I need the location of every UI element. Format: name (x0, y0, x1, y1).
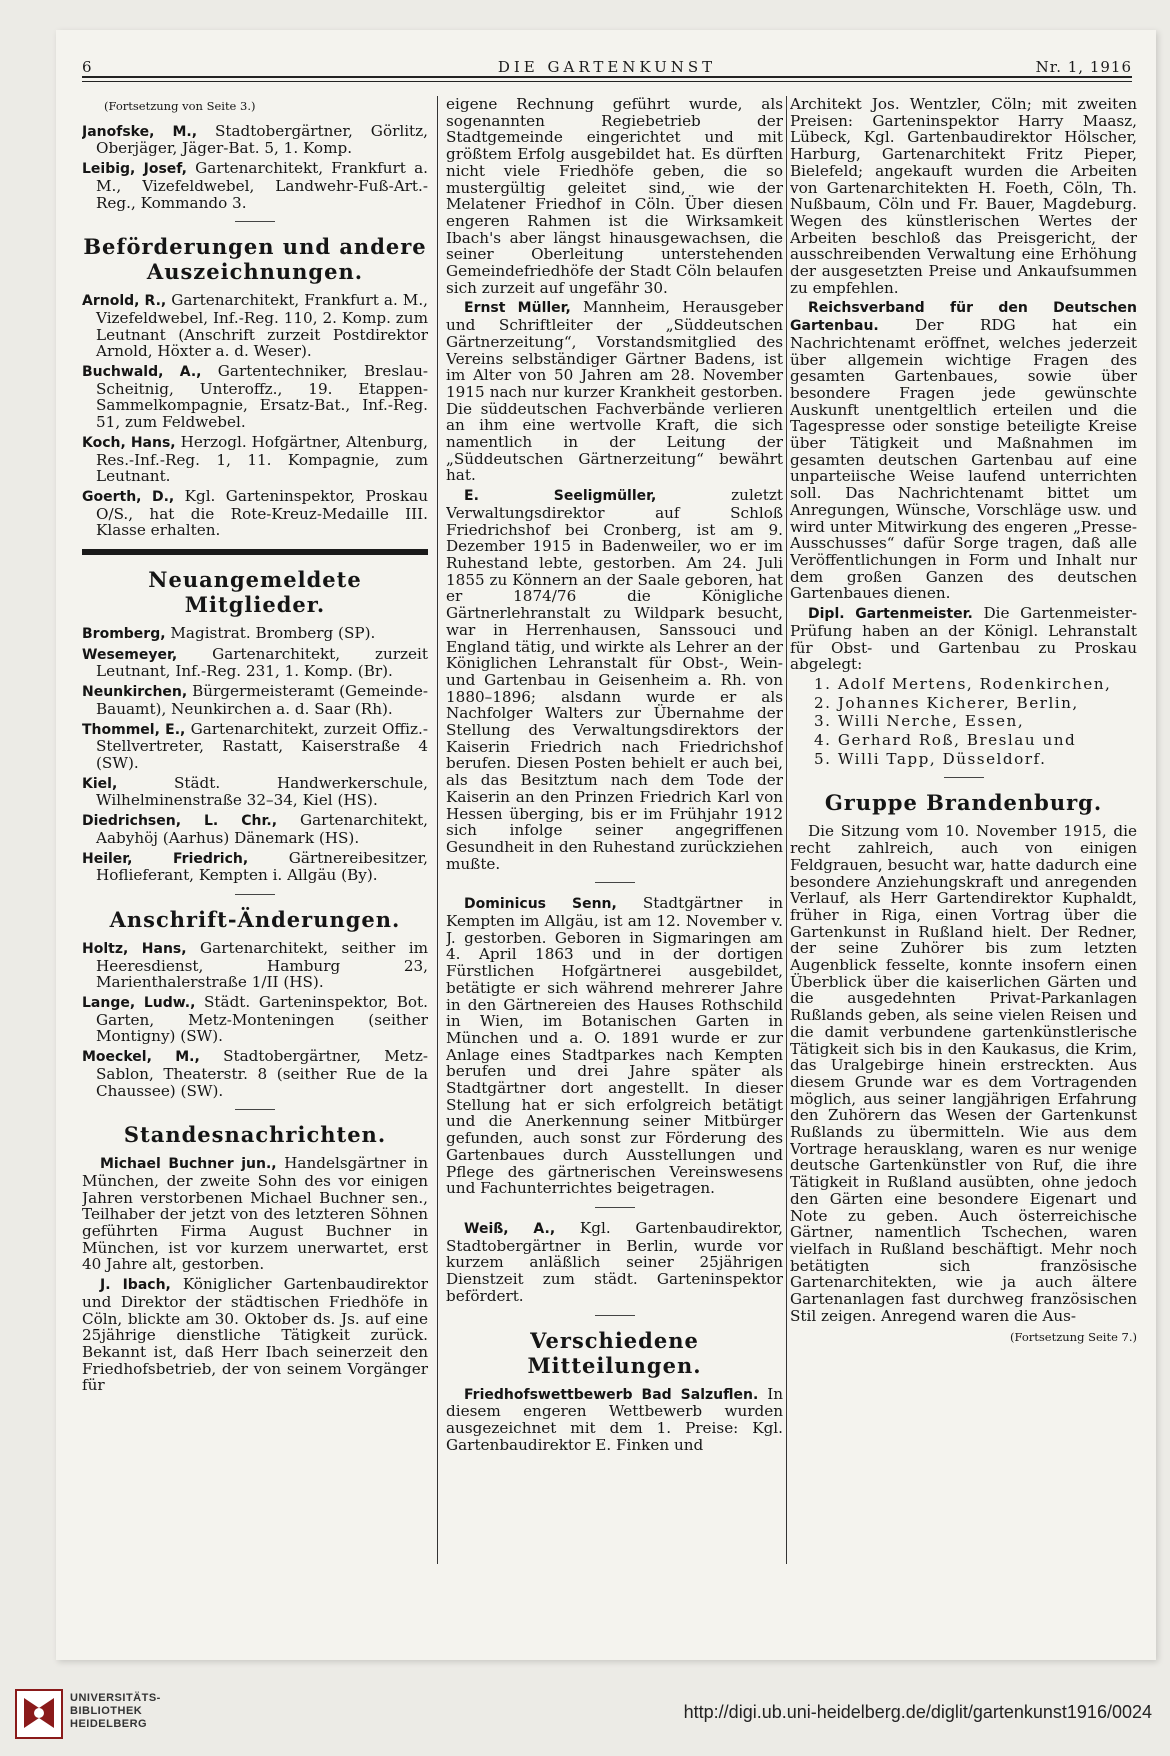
paragraph-weiss (446, 1220, 783, 1305)
heading-gruppe-brandenburg: Gruppe Brandenburg. (824, 790, 1103, 816)
paragraph-ibach-continued: eigene Rechnung geführt wurde, als sogenannten Regiebetrieb der Stadtgemeinde eingerichtet und mit größtem Erfolg ausgebildet hat. Es dürften nicht viele Friedhöfe geben, die so mustergültig geleitet sind, wie der Melatener Friedhof in Cöln. Über diesen engeren Rahmen ist die Wirksamkeit Ibach's aber längst hinausgewachsen, die seiner Oberleitung unterstehenden Gemeindefriedhöfe der Stadt Cöln belaufen sich zurzeit auf ungefähr 30. (446, 96, 783, 297)
digitization-footer (0, 1676, 1170, 1756)
entry-text: Städt. Garteninspektor, Bot. Garten, Metz-Monteningen (seither Montigny) (SW). (96, 993, 428, 1046)
continued-note: (Fortsetzung von Seite 3.) (104, 99, 256, 113)
separator (235, 221, 275, 222)
entry-text: Magistrat. Bromberg (SP). (165, 624, 376, 643)
heading-promotions: Beförderungen und andere Auszeichnungen. (83, 234, 427, 285)
entry-name: Buchwald, A., (82, 364, 202, 381)
graduate-item: 3. Willi Nerche, Essen, (814, 712, 1025, 731)
entry-name: Neunkirchen, (82, 684, 188, 701)
separator (235, 894, 275, 895)
paragraph-seeligmueller (446, 487, 783, 872)
column-divider-left (437, 96, 438, 1564)
graduate-item: 2. Johannes Kicherer, Berlin, (814, 693, 1079, 712)
entry-text: Die Gartenmeister-Prüfung haben an der Königl. Lehranstalt für Obst- und Gartenbau zu Proskau abgelegt: (790, 604, 1137, 674)
entry-holtz (82, 940, 428, 991)
paragraph-ibach (82, 1276, 428, 1394)
entry-text: Königlicher Gartenbaudirektor und Direktor der städtischen Friedhöfe in Cöln, blickte am 30. Oktober ds. Js. auf eine 25jährige dienstliche Tätigkeit zurück. Bekannt ist, daß Herr Ibach seinerzeit den Friedhofsbetrieb, der von seinem Vorgänger für (82, 1275, 428, 1395)
heading-address-changes: Anschrift-Änderungen. (109, 906, 401, 932)
entry-neunkirchen (82, 683, 428, 717)
entry-text: Stadtgärtner in Kempten im Allgäu, ist am 12. November v. J. gestorben. Geboren in Sigmaringen am 4. April 1863 und in der dortigen Fürstlichen Hofgärtnerei ausgebildet, betätigte er sich während mehrerer Jahre in den Gärtnereien des Hauses Rothschild in Wien, im Botanischen Garten in München und a. O. 1891 wurde er zur Anlage eines Stadtparkes nach Kempten berufen und drei Jahre später als Stadtgärtner dort angestellt. In dieser Stellung hat er sich erfolgreich betätigt und die Anerkennung seiner Mitbürger gefunden, auch sonst zur Förderung des Gartenbaues durch Ausstellungen und Pflege des gärtnerischen Vereinswesens und Fachunterrichtes beigetragen. (446, 894, 783, 1198)
graduate-item: 1. Adolf Mertens, Rodenkirchen, (814, 674, 1112, 693)
separator (595, 1315, 635, 1316)
separator (235, 1109, 275, 1110)
column-left (82, 96, 428, 1566)
entry-koch (82, 434, 428, 485)
entry-text: Handelsgärtner in München, der zweite Sohn des vor einigen Jahren verstorbenen Michael Buchner sen., Teilhaber der jetzt von des letzteren Söhnen geführten Firma August Buchner in München, ist vor kurzem unerwartet, erst 40 Jahre alt, gestorben. (82, 1154, 428, 1274)
entry-name: Arnold, R., (82, 293, 167, 310)
graduate-item: 4. Gerhard Roß, Breslau und (814, 731, 1077, 750)
entry-kiel (82, 775, 428, 809)
thick-separator (82, 549, 428, 555)
entry-text: Mannheim, Herausgeber und Schriftleiter der „Süddeutschen Gärtnerzeitung“, Vorstandsmitglied des Vereins selbständiger Gärtner Badens, ist im Alter von 50 Jahren am 28. November 1915 nach nur kurzer Krankheit gestorben. Die süddeutschen Fachverbände verlieren an ihm eine wertvolle Kraft, die sich namentlich in der Leitung der „Süddeutschen Gärtnerzeitung“ bewährt hat. (446, 298, 783, 485)
entry-text: Gartenarchitekt, seither im Heeresdienst, Hamburg 23, Marienthalerstraße 1/II (HS). (96, 938, 428, 992)
paragraph-gartenmeister (790, 605, 1137, 673)
entry-text: Gartenarchitekt, zurzeit Offiz.-Stellvertreter, Rastatt, Kaiserstraße 4 (SW). (96, 719, 428, 772)
column-divider-right (786, 96, 787, 1564)
entry-name: E. Seeligmüller, (464, 488, 657, 505)
entry-text: Stadtobergärtner, Görlitz, Oberjäger, Jäger-Bat. 5, 1. Komp. (96, 121, 428, 158)
entry-name: Ernst Müller, (464, 300, 571, 317)
entry-text: Stadtobergärtner, Metz-Sablon, Theaterstr. 8 (seither Rue de la Chaussee) (SW). (96, 1047, 428, 1100)
entry-name: Koch, Hans, (82, 434, 176, 451)
paragraph-reichsverband (790, 299, 1137, 602)
entry-name: Goerth, D., (82, 488, 175, 505)
entry-arnold (82, 292, 428, 360)
entry-name: Kiel, (82, 775, 118, 792)
entry-name: Janofske, M., (82, 123, 198, 140)
university-seal-icon (14, 1688, 64, 1740)
entry-text: zuletzt Verwaltungsdirektor auf Schloß Friedrichshof bei Cronberg, ist am 9. Dezember 1915 in Badenweiler, wo er im Ruhestand lebte, gestorben. Am 24. Juli 1855 zu Könnern an der Saale geboren, hat er 1874/76 die Königliche Gärtnerlehranstalt zu Wildpark besucht, war in Herrenhausen, Sanssouci und England tätig, und wirkte als Lehrer an der Königlichen Lehranstalt für Obst-, Wein- und Gartenbau in Geisenheim a. Rh. von 1880–1896; alsdann wurde er als Nachfolger Walters zur Übernahme der Stellung des Verwaltungsdirektors der Kaiserin Friedrich nach Friedrichshof berufen. Diesen Posten behielt er auch bei, als das Besitztum nach dem Tode der Kaiserin an den Prinzen Friedrich Karl von Hessen überging, bis er im Frühjahr 1912 sich infolge seiner angegriffenen Gesundheit in den Ruhestand zurückziehen mußte. (446, 486, 783, 873)
heading-misc: Verschiedene Mitteilungen. (527, 1327, 702, 1378)
entry-text: Gartenarchitekt, zurzeit Leutnant, Inf.-Reg. 231, 1. Komp. (Br). (96, 644, 428, 681)
entry-text: Gartenarchitekt, Aabyhöj (Aarhus) Dänemark (HS). (96, 811, 428, 847)
entry-text: Gartentechniker, Breslau-Scheitnig, Unteroffz., 19. Etappen-Sammelkompagnie, Ersatz-Bat., Inf.-Reg. 51, zum Feldwebel. (96, 362, 428, 432)
entry-text: Herzogl. Hofgärtner, Altenburg, Res.-Inf.-Reg. 1, 11. Kompagnie, zum Leutnant. (96, 432, 428, 486)
entry-name: Wesemeyer, (82, 646, 178, 663)
entry-name: Leibig, Josef, (82, 161, 187, 178)
entry-text: Kgl. Gartenbaudirektor, Stadtobergärtner in Berlin, wurde vor kurzem anläßlich seiner 25jährigen Dienstzeit zum städt. Garteninspektor befördert. (446, 1219, 783, 1305)
entry-text: Städt. Handwerkerschule, Wilhelminenstraße 32–34, Kiel (HS). (96, 773, 428, 810)
entry-name: Dominicus Senn, (464, 896, 617, 913)
heading-new-members: Neuangemeldete Mitglieder. (148, 567, 362, 618)
paragraph-salzuflen (446, 1386, 783, 1454)
entry-text: Gartenarchitekt, Frankfurt a. M., Vizefeldwebel, Landwehr-Fuß-Art.-Reg., Kommando 3. (96, 159, 428, 212)
entry-text: Bürgermeisteramt (Gemeinde-Bauamt), Neunkirchen a. d. Saar (Rh). (96, 682, 428, 718)
entry-text: Der RDG hat ein Nachrichtenamt eröffnet, welches jederzeit über allgemein wichtige Fragen des gesamten Gartenbaues, sowie über besondere Fragen jede gewünschte Auskunft unentgeltlich erteilen und die Tagespresse oder sonstige beteiligte Kreise über Tätigkeit und Maßnahmen im gesamten deutschen Gartenbau auf eine unparteiische Weise laufend unterrichten soll. Das Nachrichtenamt bittet um Anregungen, Wünsche, Vorschläge usw. und wird unter Mitwirkung des engeren „Presse-Ausschusses“ dafür Sorge tragen, daß alle Veröffentlichungen in Form und Inhalt nur dem großen Ganzen des deutschen Gartenbaues dienen. (790, 316, 1137, 603)
entry-text: Gartenarchitekt, Frankfurt a. M., Vizefeldwebel, Inf.-Reg. 110, 2. Komp. zum Leutnant (Anschrift zurzeit Postdirektor Arnold, Höxter a. d. Weser). (96, 291, 428, 361)
entry-thommel (82, 721, 428, 772)
entry-leibig (82, 160, 428, 211)
column-middle (446, 96, 783, 1566)
entry-name: Reichsverband für den Deutschen Gartenbau. (790, 300, 1137, 335)
graduate-item: 5. Willi Tapp, Düsseldorf. (814, 749, 1047, 768)
entry-wesemeyer (82, 646, 428, 680)
entry-heiler (82, 850, 428, 884)
header-rule-thin (82, 81, 1132, 82)
paragraph-mueller (446, 299, 783, 484)
continued-note: (Fortsetzung Seite 7.) (1010, 1329, 1137, 1344)
separator (944, 777, 984, 778)
entry-buchwald (82, 363, 428, 431)
entry-text: Gärtnereibesitzer, Hoflieferant, Kempten i. Allgäu (By). (96, 848, 428, 885)
entry-bromberg (82, 625, 428, 643)
entry-moeckel (82, 1048, 428, 1099)
entry-text: In diesem engeren Wettbewerb wurden ausgezeichnet mit dem 1. Preise: Kgl. Gartenbaudirektor E. Finken und (446, 1384, 783, 1454)
library-line-2: BIBLIOTHEK (70, 1705, 143, 1717)
entry-lange (82, 994, 428, 1045)
paragraph-buchner (82, 1155, 428, 1273)
entry-name: Thommel, E., (82, 721, 186, 738)
entry-name: Weiß, A., (464, 1221, 556, 1237)
entry-janofske (82, 123, 428, 157)
entry-name: Moeckel, M., (82, 1049, 200, 1066)
heading-standesnachrichten: Standesnachrichten. (123, 1122, 387, 1148)
library-line-3: HEIDELBERG (70, 1718, 148, 1730)
entry-name: Heiler, Friedrich, (82, 850, 249, 867)
entry-name: Friedhofswettbewerb Bad Salzuflen. (464, 1386, 759, 1403)
page-number: 6 (82, 58, 94, 76)
source-url-link[interactable]: http://digi.ub.uni-heidelberg.de/diglit/gartenkunst1916/0024 (683, 1702, 1152, 1722)
entry-name: Dipl. Gartenmeister. (808, 606, 973, 623)
paragraph-senn (446, 895, 783, 1197)
journal-title: DIE GARTENKUNST (497, 58, 717, 76)
issue-number: Nr. 1, 1916 (1035, 58, 1132, 76)
library-name (70, 1692, 161, 1731)
entry-text: Kgl. Garteninspektor, Proskau O/S., hat die Rote-Kreuz-Medaille III. Klasse erhalten. (96, 486, 428, 540)
entry-name: Michael Buchner jun., (100, 1156, 277, 1173)
entry-name: Lange, Ludw., (82, 995, 196, 1012)
entry-goerth (82, 488, 428, 539)
header-rule (82, 76, 1132, 78)
paragraph-gruppe: Die Sitzung vom 10. November 1915, die recht zahlreich, auch von einigen Feldgrauen, besucht war, hatte dadurch eine besondere Anziehungskraft und anregenden Verlauf, als Herr Gartendirektor Kuphaldt, früher in Riga, einen Vortrag über die Gartenkunst in Rußland hielt. Der Redner, der seine Zuhörer bis zum letzten Augenblick fesselte, konnte insofern einen Überblick über die kaiserlichen Gärten und die ausgedehnten Privat-Parkanlagen Rußlands geben, als seine vielen Reisen und die damit verbundene gartenkünstlerische Tätigkeit sich bis in den Kaukasus, die Krim, das Uralgebirge hinein erstreckten. Aus diesem Grunde war es dem Vortragenden möglich, aus seiner langjährigen Erfahrung den Zuhörern das Wesen der Gartenkunst Rußlands zu übermitteln. Wie aus dem Vortrage herausklang, waren es nur wenige deutsche Gartenkünstler von Ruf, die ihre Tätigkeit in Rußland ausübten, ohne jedoch den Gärten eine besondere Eigenart und Note zu geben. Auch österreichische Gärtner, namentlich Tschechen, waren vielfach in Rußland beschäftigt. Mehr noch betätigten sich französische Gartenarchitekten, wie ja auch ältere Gartenanlagen fast durchweg französischen Stil zeigen. Anregend waren die Aus- (790, 822, 1137, 1325)
separator (595, 1207, 635, 1208)
entry-diedrichsen (82, 812, 428, 846)
entry-name: Diedrichsen, L. Chr., (82, 813, 278, 830)
library-line-1: UNIVERSITÄTS- (70, 1692, 161, 1704)
entry-name: Bromberg, (82, 626, 166, 643)
entry-name: J. Ibach, (100, 1277, 171, 1294)
separator (595, 882, 635, 883)
entry-name: Holtz, Hans, (82, 940, 187, 957)
paragraph-salzuflen-continued: Architekt Jos. Wentzler, Cöln; mit zweiten Preisen: Garteninspektor Harry Maasz, Lübeck, Kgl. Gartenbaudirektor Hölscher, Harburg, Gartenarchitekt Fritz Pieper, Bielefeld; angekauft wurden die Arbeiten von Gartenarchitekten H. Foeth, Cöln, Th. Nußbaum, Cöln und Fr. Bauer, Magdeburg. Wegen des künstlerischen Wertes der Arbeiten beschloß das Preisgericht, der ausschreibenden Verwaltung eine Erhöhung der ausgesetzten Preise und Ankaufsummen zu empfehlen. (790, 96, 1137, 297)
column-right (790, 96, 1137, 1566)
